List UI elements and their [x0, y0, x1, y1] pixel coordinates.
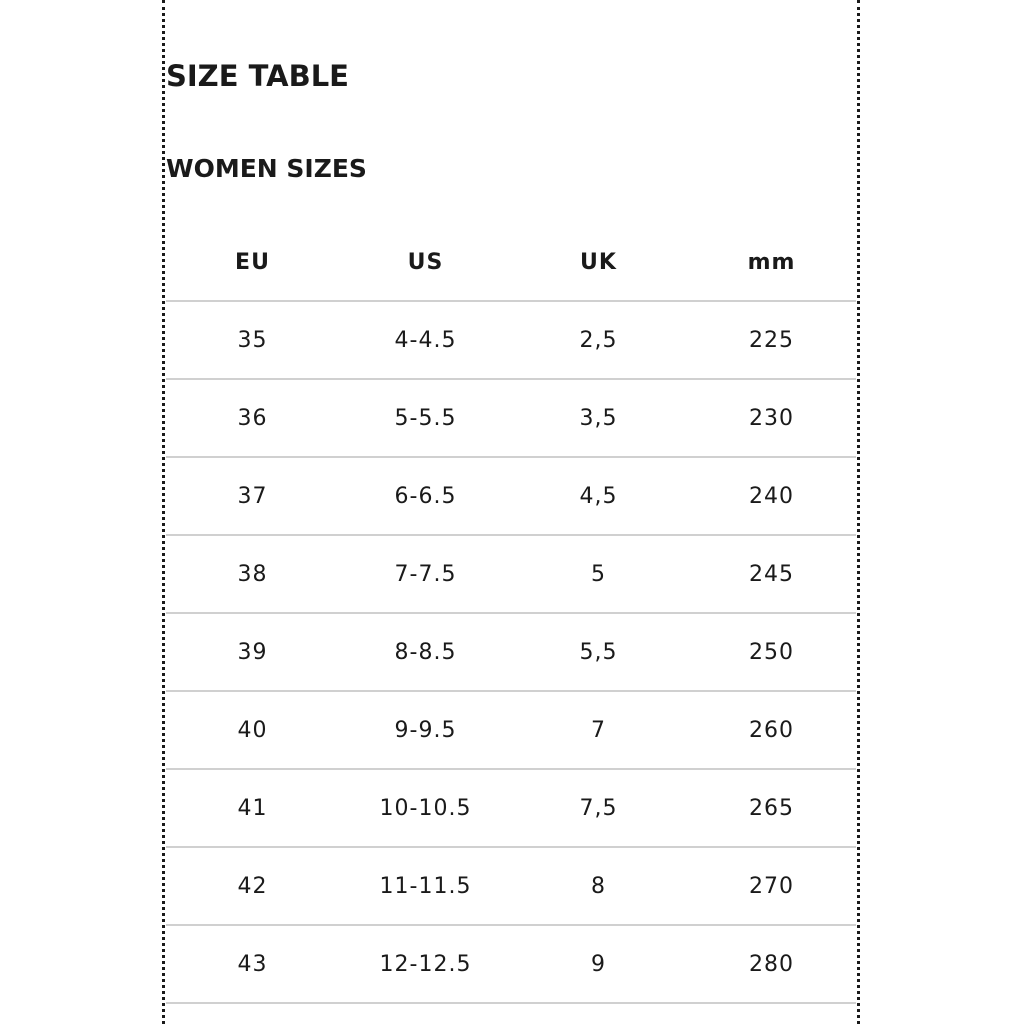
size-table [166, 224, 856, 1004]
cell-eu: 36 [237, 405, 268, 431]
header-mm: mm [747, 249, 796, 275]
cell-mm: 225 [749, 327, 794, 353]
page-title: SIZE TABLE [166, 59, 349, 93]
cell-mm: 250 [749, 639, 794, 665]
section-title: WOMEN SIZES [166, 154, 367, 183]
cell-uk: 3,5 [579, 405, 618, 431]
cell-eu: 35 [237, 327, 268, 353]
cell-mm: 230 [749, 405, 794, 431]
table-row [166, 770, 856, 848]
cell-mm: 265 [749, 795, 794, 821]
cell-mm: 280 [749, 951, 794, 977]
cell-uk: 2,5 [579, 327, 618, 353]
cell-uk: 7,5 [579, 795, 618, 821]
header-eu: EU [235, 249, 270, 275]
cell-us: 12-12.5 [379, 951, 472, 977]
cell-eu: 37 [237, 483, 268, 509]
cell-us: 10-10.5 [379, 795, 472, 821]
cell-uk: 7 [591, 717, 606, 743]
cell-eu: 42 [237, 873, 268, 899]
table-row [166, 302, 856, 380]
table-row [166, 926, 856, 1004]
cell-us: 5-5.5 [394, 405, 457, 431]
cell-us: 6-6.5 [394, 483, 457, 509]
cell-uk: 8 [591, 873, 606, 899]
cell-mm: 260 [749, 717, 794, 743]
cell-uk: 5 [591, 561, 606, 587]
header-uk: UK [580, 249, 617, 275]
cell-mm: 270 [749, 873, 794, 899]
table-row [166, 536, 856, 614]
cell-us: 4-4.5 [394, 327, 457, 353]
cell-eu: 38 [237, 561, 268, 587]
cell-us: 7-7.5 [394, 561, 457, 587]
cell-eu: 41 [237, 795, 268, 821]
cell-uk: 9 [591, 951, 606, 977]
dotted-border-left [162, 0, 165, 1024]
cell-us: 9-9.5 [394, 717, 457, 743]
cell-us: 8-8.5 [394, 639, 457, 665]
cell-eu: 40 [237, 717, 268, 743]
cell-us: 11-11.5 [379, 873, 472, 899]
cell-mm: 240 [749, 483, 794, 509]
cell-uk: 4,5 [579, 483, 618, 509]
table-row [166, 692, 856, 770]
table-row [166, 458, 856, 536]
table-header-row [166, 224, 856, 302]
cell-uk: 5,5 [579, 639, 618, 665]
table-row [166, 380, 856, 458]
table-row [166, 614, 856, 692]
cell-eu: 39 [237, 639, 268, 665]
dotted-border-right [857, 0, 860, 1024]
header-us: US [407, 249, 444, 275]
cell-eu: 43 [237, 951, 268, 977]
cell-mm: 245 [749, 561, 794, 587]
table-row [166, 848, 856, 926]
